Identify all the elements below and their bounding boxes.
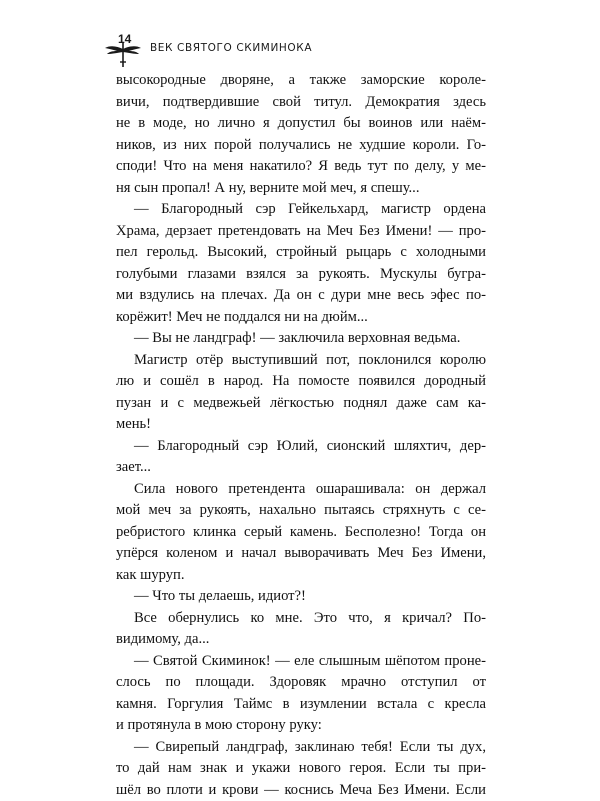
text-line: лю и сошёл в народ. На помосте появился дородный (116, 371, 486, 393)
text-line: вичи, подтвердившие свой титул. Демократия здесь (116, 92, 486, 114)
text-line: корёжит! Меч не поддался ни на дюйм... (116, 307, 486, 329)
text-line: — Благородный сэр Гейкельхард, магистр ордена (116, 199, 486, 221)
winged-sword-icon (104, 40, 142, 68)
text-line: Сила нового претендента ошарашивала: он держал (116, 479, 486, 501)
body-text (116, 70, 486, 801)
text-line: пузан и с медвежьей лёгкостью поднял даже сам ка- (116, 393, 486, 415)
text-line: — Вы не ландграф! — заключила верховная ведьма. (116, 328, 486, 350)
text-line: слось по площади. Здоровяк мрачно отступил от (116, 672, 486, 694)
text-line: — Святой Скиминок! — еле слышным шёпотом проне- (116, 651, 486, 673)
text-line: зает... (116, 457, 486, 479)
text-line: шёл во плоти и крови — коснись Меча Без Имени. Если (116, 780, 486, 801)
running-title: ВЕК СВЯТОГО СКИМИНОКА (150, 42, 312, 54)
text-line: и протянула в мою сторону руку: (116, 715, 486, 737)
text-line: ребристого клинка серый камень. Бесполезно! Тогда он (116, 522, 486, 544)
text-line: мень! (116, 414, 486, 436)
text-line: как шуруп. (116, 565, 486, 587)
text-line: — Что ты делаешь, идиот?! (116, 586, 486, 608)
page-number: 14 (118, 32, 131, 46)
text-line: ня сын пропал! А ну, верните мой меч, я спешу... (116, 178, 486, 200)
text-line: — Свирепый ландграф, заклинаю тебя! Если ты дух, (116, 737, 486, 759)
text-line: Все обернулись ко мне. Это что, я кричал? По- (116, 608, 486, 630)
text-line: высокородные дворяне, а также заморские короле- (116, 70, 486, 92)
text-line: Магистр отёр выступивший пот, поклонился королю (116, 350, 486, 372)
text-line: — Благородный сэр Юлий, сионский шляхтич, дер- (116, 436, 486, 458)
text-line: Храма, дерзает претендовать на Меч Без Имени! — про- (116, 221, 486, 243)
text-line: видимому, да... (116, 629, 486, 651)
text-line: мой меч за рукоять, нахально пытаясь стряхнуть с се- (116, 500, 486, 522)
text-line: ников, из них порой получались не худшие короли. Го- (116, 135, 486, 157)
text-line: пел герольд. Высокий, стройный рыцарь с холодными (116, 242, 486, 264)
text-line: то дай нам знак и укажи нового героя. Если ты при- (116, 758, 486, 780)
text-line: упёрся коленом и начал выворачивать Меч Без Имени, (116, 543, 486, 565)
text-line: споди! Что на меня накатило? Я ведь тут по делу, у ме- (116, 156, 486, 178)
text-line: голубыми глазами взялся за рукоять. Мускулы бугра- (116, 264, 486, 286)
text-line: не в моде, но лично я допустил бы воинов или наём- (116, 113, 486, 135)
text-line: камня. Горгулия Таймс в изумлении встала с кресла (116, 694, 486, 716)
text-line: ми вздулись на плечах. Да он с дури мне весь эфес по- (116, 285, 486, 307)
running-header (106, 36, 526, 66)
